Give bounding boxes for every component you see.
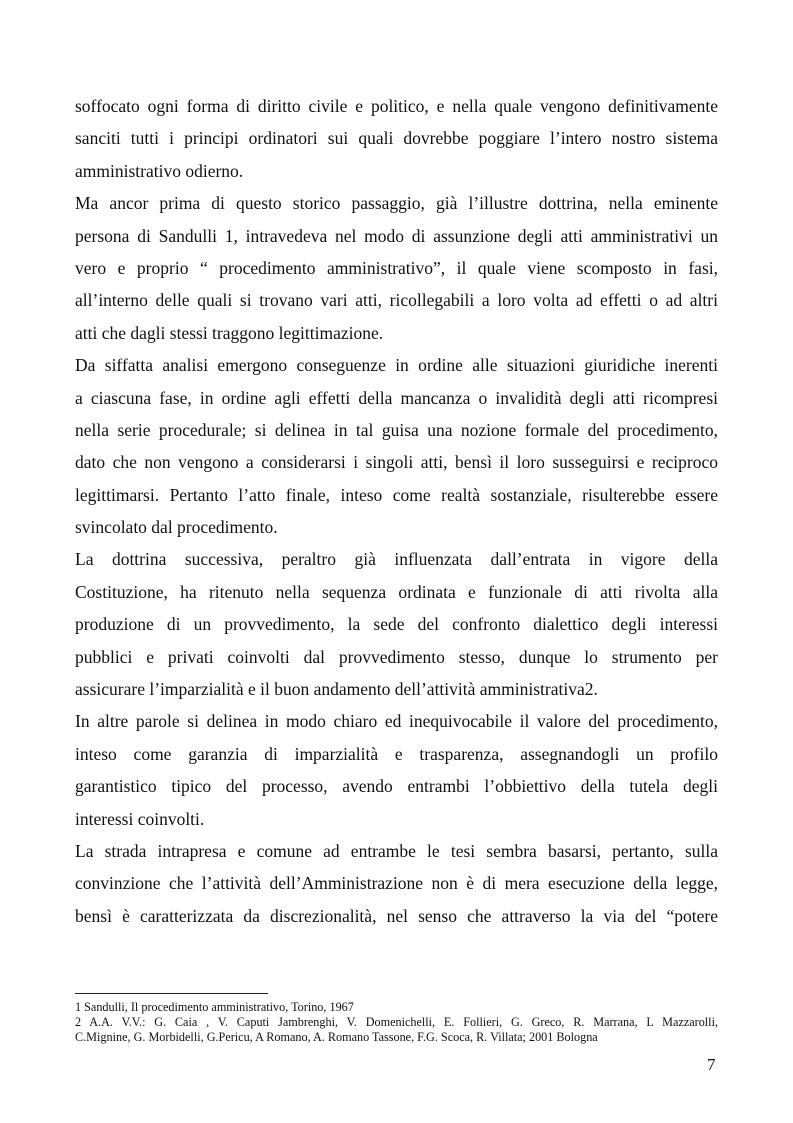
body-line: vero e proprio “ procedimento amministrativo”, il quale viene scomposto in fasi, (75, 257, 718, 278)
body-line: soffocato ogni forma di diritto civile e politico, e nella quale vengono definitivamente (75, 96, 718, 116)
body-line: La strada intrapresa e comune ad entrambe le tesi sembra basarsi, pertanto, sulla (75, 840, 718, 861)
body-line: assicurare l’imparzialità e il buon andamento dell’attività amministrativa2. (75, 679, 598, 700)
body-line: produzione di un provvedimento, la sede del confronto dialettico degli interessi (75, 614, 718, 635)
footnote-2: 2 A.A. V.V.: G. Caia , V. Caputi Jambrenghi, V. Domenichelli, E. Follieri, G. Greco, R. Marrana, L Mazzarolli, (75, 1015, 718, 1029)
page-number: 7 (707, 1055, 716, 1074)
footnote-divider (75, 993, 268, 994)
body-line: atti che dagli stessi traggono legittimazione. (75, 322, 384, 343)
body-line: svincolato dal procedimento. (75, 517, 278, 538)
body-line: all’interno delle quali si trovano vari atti, ricollegabili a loro volta ad effetti o ad altri (75, 290, 718, 311)
body-line: Costituzione, ha ritenuto nella sequenza ordinata e funzionale di atti rivolta alla (75, 581, 718, 602)
body-line: interessi coinvolti. (75, 808, 205, 829)
body-line: a ciascuna fase, in ordine agli effetti della mancanza o invalidità degli atti ricompresi (75, 387, 718, 408)
body-line: dato che non vengono a considerarsi i singoli atti, bensì il loro susseguirsi e reciproco (75, 452, 718, 473)
body-line: garantistico tipico del processo, avendo entrambi l’obbiettivo della tutela degli (75, 776, 718, 797)
body-line: amministrativo odierno. (75, 160, 244, 181)
body-text (75, 90, 718, 932)
body-line: In altre parole si delinea in modo chiaro ed inequivocabile il valore del procedimento, (75, 711, 718, 732)
body-line: nella serie procedurale; si delinea in tal guisa una nozione formale del procedimento, (75, 419, 718, 440)
footnotes (75, 1000, 718, 1045)
body-line: sanciti tutti i principi ordinatori sui quali dovrebbe poggiare l’intero nostro sistema (75, 128, 718, 149)
body-line: pubblici e privati coinvolti dal provvedimento stesso, dunque lo strumento per (75, 646, 718, 667)
body-line: legittimarsi. Pertanto l’atto finale, inteso come realtà sostanziale, risulterebbe essere (75, 484, 718, 505)
body-line: Ma ancor prima di questo storico passaggio, già l’illustre dottrina, nella eminente (75, 193, 718, 214)
body-line: convinzione che l’attività dell’Amministrazione non è di mera esecuzione della legge, (75, 873, 718, 894)
body-line: bensì è caratterizzata da discrezionalità, nel senso che attraverso la via del “potere (75, 905, 718, 926)
footnote-1: 1 Sandulli, Il procedimento amministrativo, Torino, 1967 (75, 1000, 354, 1014)
body-line: inteso come garanzia di imparzialità e trasparenza, assegnandogli un profilo (75, 743, 718, 764)
body-line: persona di Sandulli 1, intravedeva nel modo di assunzione degli atti amministrativi un (75, 225, 718, 246)
body-line: Da siffatta analisi emergono conseguenze in ordine alle situazioni giuridiche inerenti (75, 355, 718, 376)
footnote-2-continued: C.Mignine, G. Morbidelli, G.Pericu, A Romano, A. Romano Tassone, F.G. Scoca, R. Villata; 2001 Bologna (75, 1030, 598, 1044)
body-line: La dottrina successiva, peraltro già influenzata dall’entrata in vigore della (75, 549, 718, 570)
